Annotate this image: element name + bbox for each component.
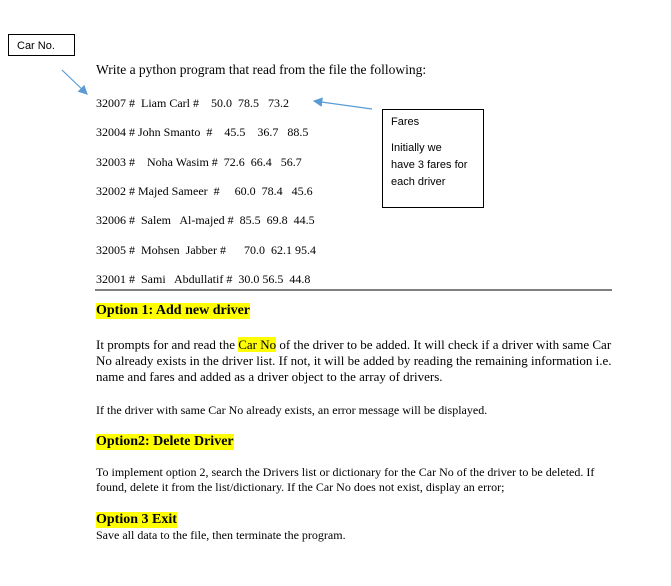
car-no-highlight: Car No (238, 337, 277, 352)
option3-paragraph: Save all data to the file, then terminate the program. (96, 528, 346, 542)
record-line: 32007 # Liam Carl # 50.0 78.5 73.2 (96, 96, 289, 110)
option3-heading: Option 3 Exit (96, 512, 177, 527)
option2-heading: Option2: Delete Driver (96, 434, 234, 449)
fares-arrow (314, 101, 372, 109)
record-line: 32004 # John Smanto # 45.5 36.7 88.5 (96, 125, 309, 139)
intro-text: Write a python program that read from the file the following: (96, 62, 427, 77)
record-line: 32003 # Noha Wasim # 72.6 66.4 56.7 (96, 155, 302, 169)
option1-heading: Option 1: Add new driver (96, 303, 251, 318)
option1-paragraph (96, 337, 612, 385)
record-line: 32005 # Mohsen Jabber # 70.0 62.1 95.4 (96, 243, 316, 257)
fares-callout-title: Fares (391, 116, 420, 128)
car-no-arrow (62, 70, 87, 94)
record-line: 32001 # Sami Abdullatif # 30.0 56.5 44.8 (96, 272, 311, 286)
fares-callout-line-2: have 3 fares for (391, 159, 468, 171)
option1-text-start: It prompts for and read the (96, 337, 239, 352)
record-line: 32006 # Salem Al-majed # 85.5 69.8 44.5 (96, 213, 315, 227)
option1-error-note: If the driver with same Car No already exists, an error message will be displayed. (96, 403, 488, 417)
fares-callout-line-3: each driver (391, 176, 446, 188)
option1-text-end: of the driver to be added. It will check if a driver with same Car No already exists in the driver list. If not, it will be added by reading the remaining information i.e. name and fares and added as a driver object to the array of drivers. (96, 337, 612, 384)
fares-callout-line-1: Initially we (391, 142, 442, 154)
record-line: 32002 # Majed Sameer # 60.0 78.4 45.6 (96, 184, 313, 198)
car-no-callout-label: Car No. (17, 40, 55, 52)
option2-paragraph: To implement option 2, search the Drivers list or dictionary for the Car No of the driver to be deleted. If found, delete it from the list/dictionary. If the Car No does not exist, display an error; (96, 465, 595, 494)
